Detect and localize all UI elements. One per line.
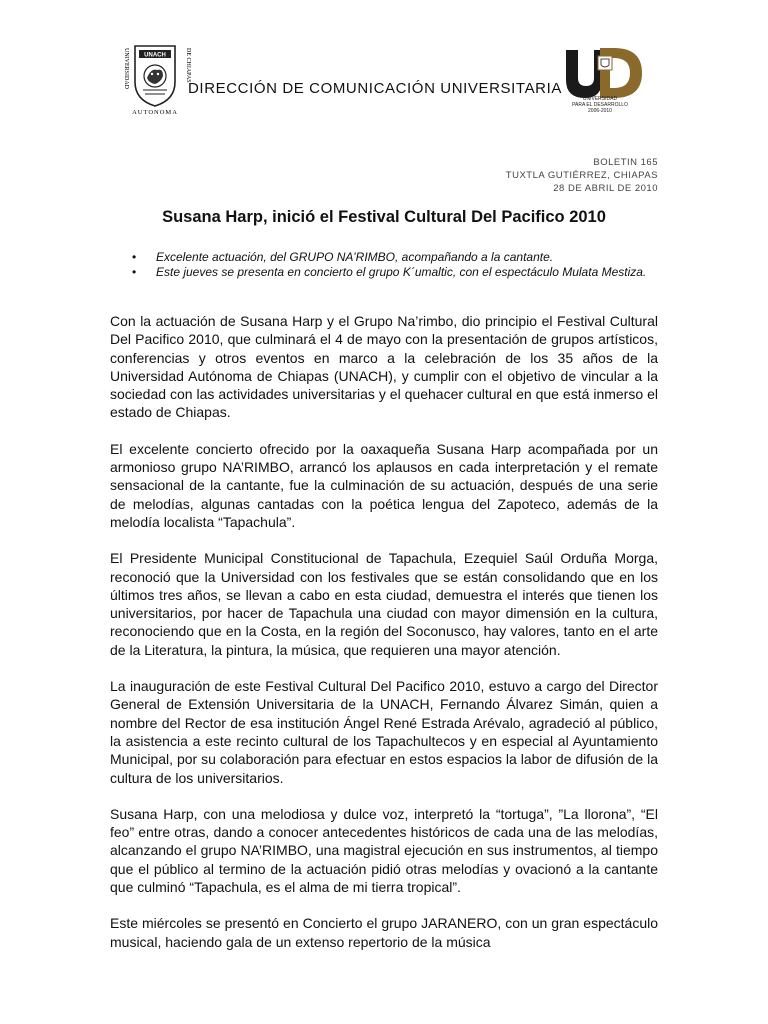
bulletin-info: [506, 156, 658, 195]
article-body: [110, 312, 658, 969]
paragraph: El excelente concierto ofrecido por la oaxaqueña Susana Harp acompañada por un armonioso grupo NA’RIMBO, arrancó los aplausos en cada interpretación y el remate sensacional de la cantante, fue la culminación de su actuación, después de una serie de melodías, algunas cantadas con la poética lengua del Zapoteco, además de la melodía localista “Tapachula”.: [110, 440, 658, 530]
unach-logo-text-top: UNIVERSIDAD: [123, 48, 129, 89]
bulletin-number: BOLETIN 165: [593, 157, 658, 168]
highlights-list: [130, 250, 658, 280]
ud-logo-subtitle: [570, 96, 630, 114]
bulletin-date: 28 DE ABRIL DE 2010: [553, 183, 658, 194]
unach-logo-text-side: DE CHIAPAS: [185, 48, 191, 83]
bullet-icon: •: [132, 265, 137, 279]
ud-logo-subtitle-1: UNIVERSIDAD: [582, 96, 618, 102]
bulletin-place: TUXTLA GUTIÉRREZ, CHIAPAS: [505, 170, 658, 181]
bullet-icon: •: [132, 250, 137, 264]
paragraph: La inauguración de este Festival Cultural Del Pacifico 2010, estuvo a cargo del Director General de Extensión Universitaria de la UNACH, Fernando Álvarez Simán, quien a nombre del Rector de esa institución Ángel René Estrada Arévalo, agradeció al público, la asistencia a este recinto cultural de los Tapachultecos y en especial al Ayuntamiento Municipal, por su colaboración para efectuar en estos espacios la labor de difusión de la cultura de los universitarios.: [110, 678, 658, 786]
paragraph: Susana Harp, con una melodiosa y dulce voz, interpretó la “tortuga”, ”La llorona”, “El feo” entre otras, dando a conocer antecedentes históricos de cada una de las melodías, alcanzando el grupo NA’RIMBO, una magistral ejecución en sus instrumentos, al tiempo que el público al termino de la actuación pidió otras melodías y ovacionó a la cantante que culminó “Tapachula, es el alma de mi tierra tropical”.: [110, 805, 658, 896]
unach-logo-emblem: UNACH: [144, 52, 166, 59]
highlight-item: [130, 250, 658, 265]
unach-logo-bottom: AUTONOMA: [132, 109, 178, 116]
header-title: DIRECCIÓN DE COMUNICACIÓN UNIVERSITARIA: [188, 80, 562, 97]
headline: Susana Harp, inició el Festival Cultural Del Pacifico 2010: [162, 208, 606, 226]
paragraph: Este miércoles se presentó en Concierto el grupo JARANERO, con un gran espectáculo musical, haciendo gala de un extenso repertorio de la música: [110, 915, 658, 950]
ud-logo-subtitle-2: PARA EL DESARROLLO: [572, 102, 628, 108]
highlight-text: Excelente actuación, del GRUPO NA’RIMBO, acompañando a la cantante.: [156, 250, 554, 264]
highlight-item: [130, 265, 658, 280]
paragraph: Con la actuación de Susana Harp y el Grupo Na’rimbo, dio principio el Festival Cultural Del Pacifico 2010, que culminará el 4 de mayo con la presentación de grupos artísticos, conferencias y otros eventos en marco a la celebración de los 35 años de la Universidad Autónoma de Chiapas (UNACH), y cumplir con el objetivo de vincular a la sociedad con las actividades universitarias y el quehacer cultural en que está inmerso el estado de Chiapas.: [110, 313, 658, 421]
ud-logo-subtitle-3: 2006-2010: [588, 108, 612, 114]
unach-seal-logo: [117, 42, 193, 116]
paragraph: El Presidente Municipal Constitucional de Tapachula, Ezequiel Saúl Orduña Morga, reconoció que la Universidad con los festivales que se están consolidando que en los últimos tres años, se llevan a cabo en esta ciudad, demuestra el interés que tienen los universitarios, por hacer de Tapachula una ciudad con mayor dimensión en la cultura, reconociendo que en la Costa, en la región del Soconusco, hay valores, tanto en el arte de la Literatura, la pintura, la música, que requieren una mayor atención.: [110, 550, 658, 658]
highlight-text: Este jueves se presenta en concierto el grupo K´umaltic, con el espectáculo Mulata Mestiza.: [156, 265, 647, 279]
